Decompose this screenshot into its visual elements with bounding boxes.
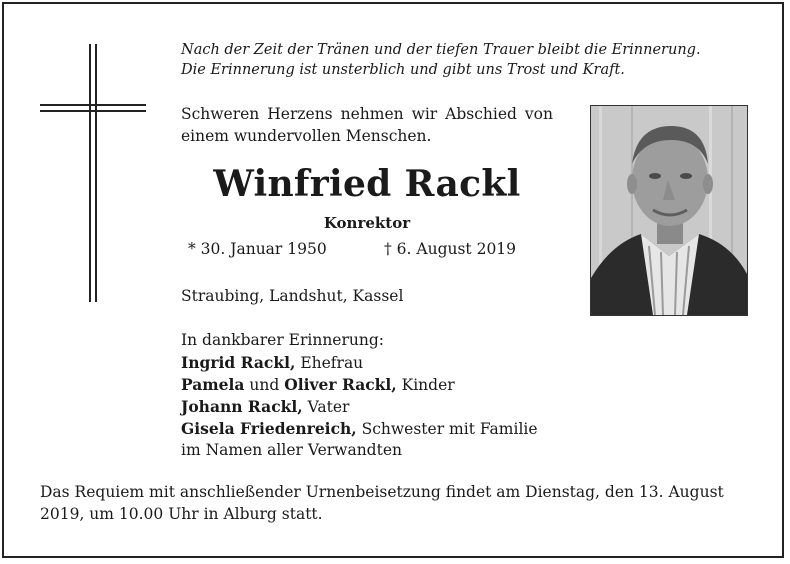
memorial-quote bbox=[181, 40, 761, 80]
quote-line-1: Nach der Zeit der Tränen und der tiefen Trauer bleibt die Erinnerung. bbox=[181, 42, 701, 58]
mourner-name: Pamela bbox=[181, 375, 245, 394]
places: Straubing, Landshut, Kassel bbox=[181, 287, 404, 305]
intro-text: Schweren Herzens nehmen wir Abschied von einem wundervollen Menschen. bbox=[181, 105, 553, 145]
mourner-row bbox=[181, 396, 601, 418]
mourner-relation: Kinder bbox=[401, 376, 455, 394]
birth-date: * 30. Januar 1950 bbox=[188, 240, 327, 258]
mourner-name: Johann Rackl, bbox=[181, 397, 303, 416]
mourner-relation: Vater bbox=[307, 398, 350, 416]
mourners-closing: im Namen aller Verwandten bbox=[181, 441, 402, 459]
deceased-title: Konrektor bbox=[323, 214, 411, 232]
mourners-list bbox=[181, 330, 601, 461]
deceased-name: Winfried Rackl bbox=[213, 163, 521, 205]
mourners-heading: In dankbarer Erinnerung: bbox=[181, 331, 384, 349]
mourner-connector: und bbox=[249, 376, 280, 394]
mourner-row bbox=[181, 374, 601, 396]
mourner-name: Gisela Friedenreich, bbox=[181, 419, 357, 438]
portrait-photo bbox=[590, 105, 748, 316]
death-date: † 6. August 2019 bbox=[384, 240, 517, 258]
mourner-relation: Schwester mit Familie bbox=[361, 420, 538, 438]
cross-icon bbox=[40, 44, 146, 302]
mourner-name: Ingrid Rackl, bbox=[181, 353, 296, 372]
mourner-row bbox=[181, 418, 601, 440]
mourner-row bbox=[181, 352, 601, 374]
requiem-info: Das Requiem mit anschließender Urnenbeisetzung findet am Dienstag, den 13. August 2019, um 10.00 Uhr in Alburg statt. bbox=[40, 483, 724, 523]
quote-line-2: Die Erinnerung ist unsterblich und gibt uns Trost und Kraft. bbox=[181, 62, 625, 78]
mourner-name: Oliver Rackl, bbox=[284, 375, 397, 394]
mourner-relation: Ehefrau bbox=[300, 354, 364, 372]
